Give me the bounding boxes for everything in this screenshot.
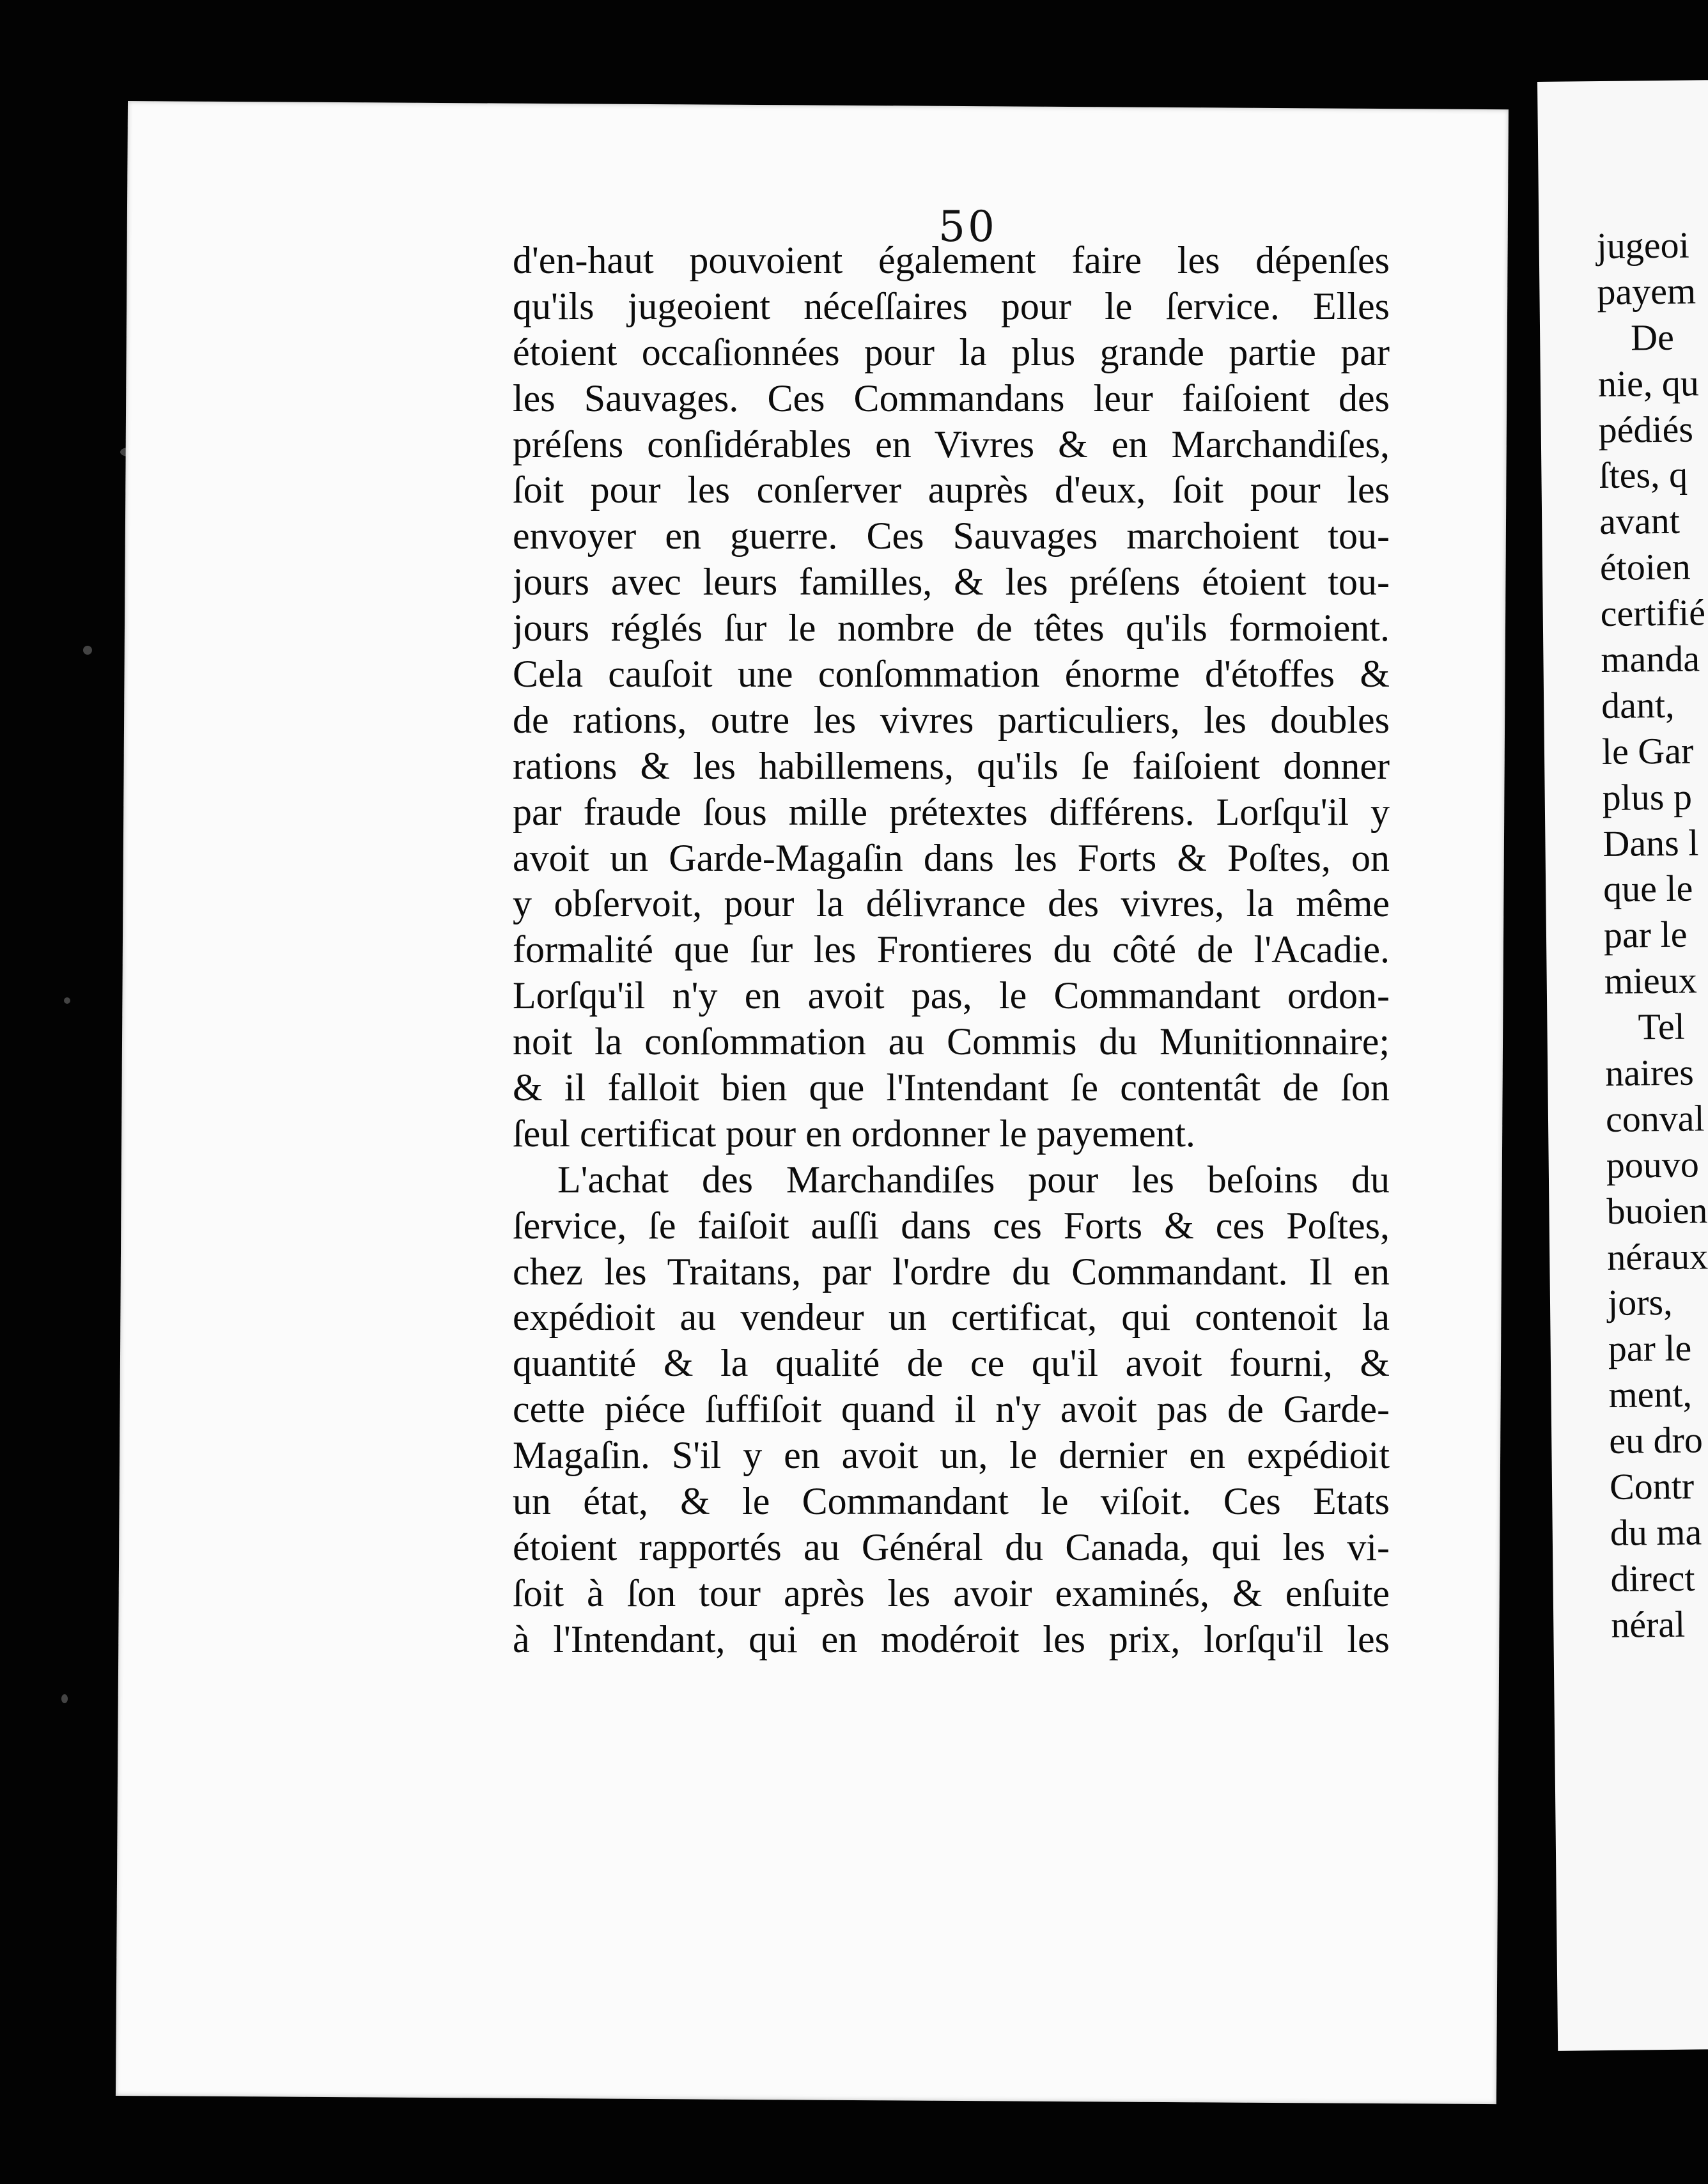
text-line: ſoit pour les conſerver auprès d'eux, ſoit pour les bbox=[513, 469, 1390, 511]
scan-speck bbox=[64, 997, 70, 1004]
text-line: quantité & la qualité de ce qu'il avoit fourni, & bbox=[513, 1342, 1390, 1385]
text-line-fragment: certifié bbox=[1600, 591, 1706, 635]
text-line-fragment: plus p bbox=[1602, 776, 1693, 818]
text-line: chez les Traitans, par l'ordre du Commandant. Il en bbox=[513, 1250, 1390, 1293]
text-line-fragment: eu dro bbox=[1608, 1419, 1704, 1462]
text-line: un état, & le Commandant le viſoit. Ces Etats bbox=[513, 1480, 1390, 1523]
text-line: noit la conſommation au Commis du Munitionnaire; bbox=[513, 1020, 1390, 1063]
text-line-fragment: avant bbox=[1599, 500, 1681, 543]
text-line: à l'Intendant, qui en modéroit les prix, lorſqu'il les bbox=[513, 1618, 1390, 1660]
text-line-fragment: buoien bbox=[1606, 1189, 1708, 1232]
text-line-fragment: par le bbox=[1608, 1327, 1692, 1370]
left-page-text bbox=[513, 238, 1390, 1663]
scan-speck bbox=[61, 1694, 68, 1703]
text-line: jours réglés ſur le nombre de têtes qu'ils formoient. bbox=[513, 607, 1390, 650]
text-line: y obſervoit, pour la délivrance des vivres, la même bbox=[513, 882, 1390, 925]
text-line: Magaſin. S'il y en avoit un, le dernier en expédioit bbox=[513, 1434, 1390, 1477]
text-line: jours avec leurs familles, & les préſens étoient tou- bbox=[513, 561, 1390, 604]
text-line: Cela cauſoit une conſommation énorme d'étoffes & bbox=[513, 653, 1390, 696]
text-line-fragment: jors, bbox=[1607, 1281, 1673, 1324]
text-line: cette piéce ſuffiſoit quand il n'y avoit pas de Garde- bbox=[513, 1388, 1390, 1431]
text-line: qu'ils jugeoient néceſſaires pour le ſervice. Elles bbox=[513, 285, 1390, 327]
text-line-fragment: Dans l bbox=[1603, 822, 1699, 864]
text-line-fragment: par le bbox=[1603, 913, 1688, 956]
text-line-fragment: Tel bbox=[1638, 1005, 1686, 1048]
text-line-fragment: que le bbox=[1603, 867, 1693, 910]
text-line-fragment: néral bbox=[1610, 1603, 1686, 1646]
right-page-text bbox=[1596, 221, 1708, 1648]
text-line-fragment: nie, qu bbox=[1597, 362, 1700, 405]
text-line: de rations, outre les vivres particuliers, les doubles bbox=[513, 698, 1390, 741]
text-line: L'achat des Marchandiſes pour les beſoins du bbox=[557, 1158, 1390, 1201]
text-line-fragment: le Gar bbox=[1601, 729, 1694, 772]
text-line: ſeul certificat pour en ordonner le payement. bbox=[513, 1112, 1195, 1155]
text-line-fragment: pouvo bbox=[1606, 1143, 1700, 1186]
text-line-fragment: ment, bbox=[1608, 1373, 1693, 1416]
text-line-fragment: du ma bbox=[1610, 1511, 1702, 1554]
text-line-fragment: De bbox=[1630, 316, 1675, 359]
page-number: 50 bbox=[938, 202, 997, 251]
text-line-fragment: manda bbox=[1601, 637, 1700, 681]
text-line-fragment: direct bbox=[1610, 1557, 1695, 1600]
text-line: Lorſqu'il n'y en avoit pas, le Commandant ordon- bbox=[513, 974, 1390, 1017]
text-line-fragment: pédiés bbox=[1598, 408, 1694, 451]
text-line-fragment: néraux bbox=[1606, 1235, 1708, 1278]
scan-speck bbox=[83, 646, 92, 655]
text-line-fragment: jugeoi bbox=[1596, 224, 1690, 267]
text-line-fragment: Contr bbox=[1609, 1465, 1695, 1508]
text-line-fragment: ſtes, q bbox=[1599, 454, 1688, 497]
text-line: envoyer en guerre. Ces Sauvages marchoient tou- bbox=[513, 515, 1390, 558]
text-line-fragment: conval bbox=[1605, 1097, 1705, 1140]
text-line: étoient occaſionnées pour la plus grande partie par bbox=[513, 331, 1390, 373]
text-line: & il falloit bien que l'Intendant ſe contentât de ſon bbox=[513, 1066, 1390, 1109]
text-line: préſens conſidérables en Vivres & en Marchandiſes, bbox=[513, 423, 1390, 465]
text-line: ſoit à ſon tour après les avoir examinés, & enſuite bbox=[513, 1572, 1390, 1614]
text-line: rations & les habillemens, qu'ils ſe faiſoient donner bbox=[513, 744, 1390, 787]
text-line-fragment: étoien bbox=[1599, 545, 1691, 589]
text-line: d'en-haut pouvoient également faire les dépenſes bbox=[513, 239, 1390, 281]
text-line-fragment: naires bbox=[1604, 1051, 1695, 1095]
text-line: expédioit au vendeur un certificat, qui contenoit la bbox=[513, 1296, 1390, 1339]
text-line-fragment: mieux bbox=[1604, 959, 1698, 1002]
text-line: ſervice, ſe faiſoit auſſi dans ces Forts & ces Poſtes, bbox=[513, 1204, 1390, 1247]
text-line-fragment: payem bbox=[1597, 270, 1696, 313]
text-line-fragment: dant, bbox=[1601, 683, 1675, 726]
text-line: étoient rapportés au Général du Canada, qui les vi- bbox=[513, 1525, 1390, 1568]
text-line: par fraude ſous mille prétextes différens. Lorſqu'il y bbox=[513, 790, 1390, 833]
text-line: avoit un Garde-Magaſin dans les Forts & Poſtes, on bbox=[513, 836, 1390, 879]
right-page bbox=[1537, 80, 1708, 2051]
text-line: formalité que ſur les Frontieres du côté de l'Acadie. bbox=[513, 928, 1390, 971]
text-line: les Sauvages. Ces Commandans leur faiſoient des bbox=[513, 377, 1390, 419]
